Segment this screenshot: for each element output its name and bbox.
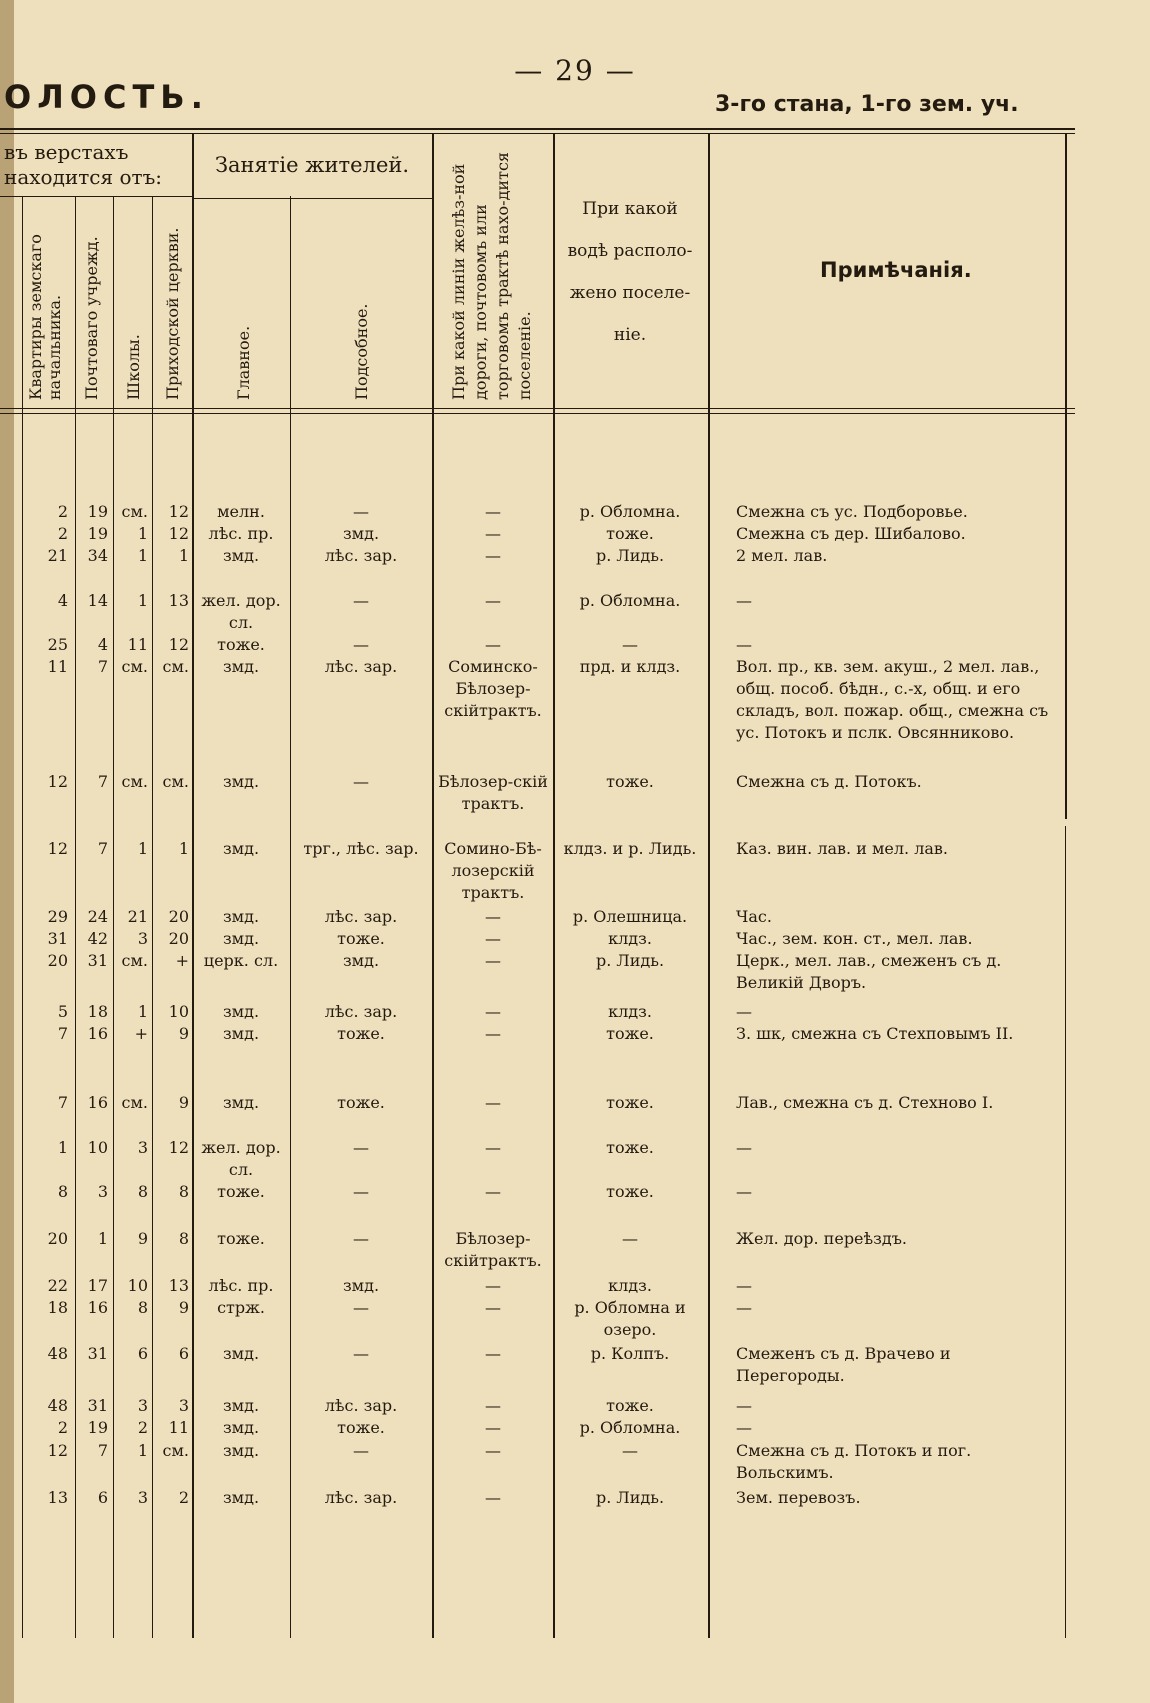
main-occupation-cell: змд. <box>222 907 260 926</box>
road-cell: — <box>485 591 501 610</box>
secondary-occupation-cell: — <box>353 1182 369 1201</box>
post-distance-cell: 7 <box>97 1441 108 1460</box>
water-cell: тоже. <box>606 1024 654 1043</box>
main-occupation-cell: змд. <box>222 1396 260 1415</box>
zemstvo-distance-cell: 21 <box>47 546 68 565</box>
post-distance-cell: 19 <box>87 524 108 543</box>
note-cell: — <box>736 591 752 610</box>
church-distance-cell: 2 <box>178 1488 189 1507</box>
school-distance-cell: 21 <box>127 907 148 926</box>
district-heading: 3-го стана, 1-го зем. уч. <box>715 92 1019 117</box>
road-cell: — <box>485 1138 501 1157</box>
zemstvo-distance-cell: 22 <box>47 1276 68 1295</box>
secondary-occupation-cell: змд. <box>342 951 380 970</box>
note-cell: З. шк, смежна съ Стехповымъ II. <box>736 1024 1014 1043</box>
zemstvo-distance-cell: 48 <box>47 1396 68 1415</box>
main-occupation-cell: змд. <box>222 772 260 791</box>
road-cell: — <box>485 1024 501 1043</box>
main-occupation-header: Главное. <box>234 325 253 400</box>
secondary-occupation-cell: лѣс. зар. <box>324 907 398 926</box>
note-cell: Вол. пр., кв. зем. акуш., 2 мел. лав., общ. пособ. бѣдн., с.-х, общ. и его складъ, вол. пожар. общ., смежна съ ус. Потокъ и пслк. Овсянниково. <box>736 657 1049 742</box>
note-cell: Жел. дор. переѣздъ. <box>736 1229 908 1248</box>
road-cell: Бѣлозер-скій трактъ. <box>438 772 548 813</box>
water-cell: тоже. <box>606 1182 654 1201</box>
school-distance-cell: 1 <box>137 524 148 543</box>
church-distance-cell: 13 <box>168 1276 189 1295</box>
note-cell: Час., зем. кон. ст., мел. лав. <box>736 929 973 948</box>
note-cell: — <box>736 1396 752 1415</box>
col-divider <box>708 134 710 1638</box>
post-distance-cell: 3 <box>97 1182 108 1201</box>
water-cell: — <box>622 1229 638 1248</box>
road-cell: — <box>485 1396 501 1415</box>
water-cell: — <box>622 635 638 654</box>
church-distance-cell: 20 <box>168 907 189 926</box>
post-distance-cell: 31 <box>87 1344 108 1363</box>
main-occupation-cell: тоже. <box>217 635 265 654</box>
water-column-header: При какой водѣ располо-жено поселе-ніе. <box>567 199 693 345</box>
water-cell: тоже. <box>606 1396 654 1415</box>
occupation-header: Занятіе жителей. <box>214 153 410 177</box>
secondary-occupation-cell: — <box>353 772 369 791</box>
secondary-occupation-cell: — <box>353 502 369 521</box>
zemstvo-distance-cell: 5 <box>57 1002 68 1021</box>
zemstvo-distance-cell: 1 <box>57 1138 68 1157</box>
church-column-header: Приходской церкви. <box>163 227 182 400</box>
secondary-occupation-cell: — <box>353 1229 369 1248</box>
zemstvo-distance-cell: 4 <box>57 591 68 610</box>
post-distance-cell: 16 <box>87 1298 108 1317</box>
header-bottom-rule <box>0 408 1075 409</box>
secondary-occupation-cell: змд. <box>342 1276 380 1295</box>
church-distance-cell: см. <box>162 1441 189 1460</box>
zemstvo-distance-cell: 12 <box>47 772 68 791</box>
zemstvo-distance-cell: 20 <box>47 1229 68 1248</box>
notes-column-header: Примѣчанія. <box>820 258 972 282</box>
church-distance-cell: 9 <box>178 1093 189 1112</box>
note-cell: Каз. вин. лав. и мел. лав. <box>736 839 949 858</box>
main-occupation-cell: стрж. <box>217 1298 265 1317</box>
zemstvo-column-header: Квартиры земскаго начальника. <box>26 234 65 400</box>
note-cell: Смежна съ д. Потокъ и пог. Вольскимъ. <box>736 1441 972 1482</box>
note-cell: Смежна съ д. Потокъ. <box>736 772 922 791</box>
zemstvo-distance-cell: 2 <box>57 524 68 543</box>
main-occupation-cell: змд. <box>222 1344 260 1363</box>
secondary-occupation-cell: тоже. <box>337 929 385 948</box>
main-occupation-cell: жел. дор. сл. <box>201 591 281 632</box>
school-distance-cell: 3 <box>137 1396 148 1415</box>
school-distance-cell: 9 <box>137 1229 148 1248</box>
zemstvo-distance-cell: 7 <box>57 1093 68 1112</box>
note-cell: Зем. перевозъ. <box>736 1488 861 1507</box>
note-cell: Смежна съ дер. Шибалово. <box>736 524 966 543</box>
col-divider <box>1065 826 1066 1638</box>
road-cell: — <box>485 951 501 970</box>
zemstvo-distance-cell: 2 <box>57 1418 68 1437</box>
post-distance-cell: 6 <box>97 1488 108 1507</box>
church-distance-cell: 1 <box>178 546 189 565</box>
church-distance-cell: 11 <box>168 1418 189 1437</box>
water-cell: клдз. <box>608 1002 652 1021</box>
secondary-occupation-cell: лѣс. зар. <box>324 1396 398 1415</box>
road-cell: — <box>485 502 501 521</box>
school-distance-cell: 2 <box>137 1418 148 1437</box>
zemstvo-distance-cell: 12 <box>47 839 68 858</box>
road-column-header: При какой линіи желѣз-ной дороги, почтовомъ или торговомъ трактѣ нахо-дится поселеніе. <box>449 152 534 400</box>
road-cell: — <box>485 1298 501 1317</box>
school-distance-cell: 3 <box>137 929 148 948</box>
col-divider <box>1065 134 1067 819</box>
school-distance-cell: 1 <box>137 546 148 565</box>
water-cell: клдз. и р. Лидь. <box>563 839 697 858</box>
water-cell: клдз. <box>608 929 652 948</box>
secondary-occupation-cell: тоже. <box>337 1093 385 1112</box>
water-cell: р. Обломна. <box>579 591 681 610</box>
road-cell: Сомино-Бѣ-лозерскій трактъ. <box>444 839 542 902</box>
note-cell: — <box>736 1138 752 1157</box>
top-rule-thin <box>0 133 1075 134</box>
main-occupation-cell: жел. дор. сл. <box>201 1138 281 1179</box>
road-cell: — <box>485 635 501 654</box>
post-distance-cell: 31 <box>87 951 108 970</box>
note-cell: — <box>736 1276 752 1295</box>
note-cell: Смеженъ съ д. Врачево и Перегороды. <box>736 1344 951 1385</box>
school-distance-cell: 1 <box>137 591 148 610</box>
header-subrule <box>192 198 432 199</box>
church-distance-cell: 13 <box>168 591 189 610</box>
school-distance-cell: 10 <box>127 1276 148 1295</box>
main-occupation-cell: змд. <box>222 1002 260 1021</box>
water-cell: р. Обломна и озеро. <box>574 1298 686 1339</box>
note-cell: — <box>736 1298 752 1317</box>
church-distance-cell: 12 <box>168 502 189 521</box>
zemstvo-distance-cell: 29 <box>47 907 68 926</box>
secondary-occupation-cell: — <box>353 591 369 610</box>
secondary-occupation-cell: — <box>353 1138 369 1157</box>
main-occupation-cell: мелн. <box>217 502 265 521</box>
road-cell: — <box>485 524 501 543</box>
post-distance-cell: 7 <box>97 839 108 858</box>
zemstvo-distance-cell: 13 <box>47 1488 68 1507</box>
water-cell: клдз. <box>608 1276 652 1295</box>
secondary-occupation-cell: тоже. <box>337 1024 385 1043</box>
road-cell: — <box>485 1418 501 1437</box>
school-distance-cell: 6 <box>137 1344 148 1363</box>
post-distance-cell: 42 <box>87 929 108 948</box>
school-distance-cell: см. <box>121 772 148 791</box>
note-cell: — <box>736 1182 752 1201</box>
secondary-occupation-cell: тоже. <box>337 1418 385 1437</box>
road-cell: — <box>485 1488 501 1507</box>
road-cell: — <box>485 907 501 926</box>
secondary-occupation-cell: — <box>353 635 369 654</box>
road-cell: Соминско-Бѣлозер-скійтрактъ. <box>444 657 542 720</box>
main-occupation-cell: лѣс. пр. <box>208 1276 274 1295</box>
top-rule <box>0 128 1075 130</box>
secondary-occupation-cell: — <box>353 1441 369 1460</box>
note-cell: Час. <box>736 907 772 926</box>
school-distance-cell: 8 <box>137 1298 148 1317</box>
post-distance-cell: 18 <box>87 1002 108 1021</box>
note-cell: 2 мел. лав. <box>736 546 828 565</box>
church-distance-cell: см. <box>162 657 189 676</box>
post-distance-cell: 16 <box>87 1093 108 1112</box>
school-distance-cell: 1 <box>137 1441 148 1460</box>
school-distance-cell: см. <box>121 657 148 676</box>
zemstvo-distance-cell: 18 <box>47 1298 68 1317</box>
school-distance-cell: 11 <box>127 635 148 654</box>
water-cell: р. Колпъ. <box>590 1344 670 1363</box>
main-occupation-cell: тоже. <box>217 1229 265 1248</box>
water-cell: р. Лидь. <box>595 951 665 970</box>
zemstvo-distance-cell: 7 <box>57 1024 68 1043</box>
main-occupation-cell: церк. сл. <box>203 951 279 970</box>
road-cell: — <box>485 1093 501 1112</box>
water-cell: тоже. <box>606 1093 654 1112</box>
church-distance-cell: 12 <box>168 635 189 654</box>
zemstvo-distance-cell: 31 <box>47 929 68 948</box>
road-cell: — <box>485 929 501 948</box>
post-distance-cell: 19 <box>87 502 108 521</box>
water-cell: прд. и клдз. <box>579 657 681 676</box>
secondary-occupation-cell: — <box>353 1298 369 1317</box>
main-occupation-cell: лѣс. пр. <box>208 524 274 543</box>
school-distance-cell: 1 <box>137 839 148 858</box>
main-occupation-cell: змд. <box>222 1418 260 1437</box>
school-distance-cell: см. <box>121 1093 148 1112</box>
water-cell: — <box>622 1441 638 1460</box>
zemstvo-distance-cell: 11 <box>47 657 68 676</box>
zemstvo-distance-cell: 25 <box>47 635 68 654</box>
post-distance-cell: 24 <box>87 907 108 926</box>
binding-edge <box>0 0 14 1703</box>
school-distance-cell: 8 <box>137 1182 148 1201</box>
post-distance-cell: 34 <box>87 546 108 565</box>
secondary-occupation-cell: лѣс. зар. <box>324 1488 398 1507</box>
church-distance-cell: 1 <box>178 839 189 858</box>
post-distance-cell: 1 <box>97 1229 108 1248</box>
school-distance-cell: + <box>134 1024 148 1043</box>
main-occupation-cell: змд. <box>222 1024 260 1043</box>
church-distance-cell: 3 <box>178 1396 189 1415</box>
zemstvo-distance-cell: 48 <box>47 1344 68 1363</box>
church-distance-cell: 8 <box>178 1182 189 1201</box>
post-distance-cell: 31 <box>87 1396 108 1415</box>
post-distance-cell: 19 <box>87 1418 108 1437</box>
road-cell: Бѣлозер-скійтрактъ. <box>444 1229 542 1270</box>
road-cell: — <box>485 1002 501 1021</box>
road-cell: — <box>485 1344 501 1363</box>
main-occupation-cell: змд. <box>222 929 260 948</box>
road-cell: — <box>485 546 501 565</box>
school-distance-cell: 3 <box>137 1488 148 1507</box>
note-cell: Церк., мел. лав., смеженъ съ д. Великій Дворъ. <box>736 951 1002 992</box>
main-occupation-cell: тоже. <box>217 1182 265 1201</box>
school-column-header: Школы. <box>124 334 143 400</box>
church-distance-cell: 6 <box>178 1344 189 1363</box>
water-cell: тоже. <box>606 524 654 543</box>
header-subrule <box>0 196 192 197</box>
distance-group-header: въ верстахъ находится отъ: <box>4 140 163 189</box>
zemstvo-distance-cell: 20 <box>47 951 68 970</box>
church-distance-cell: + <box>175 951 189 970</box>
school-distance-cell: см. <box>121 951 148 970</box>
post-distance-cell: 7 <box>97 657 108 676</box>
note-cell: Лав., смежна съ д. Стехново I. <box>736 1093 994 1112</box>
post-distance-cell: 10 <box>87 1138 108 1157</box>
note-cell: Смежна съ ус. Подборовье. <box>736 502 968 521</box>
zemstvo-distance-cell: 8 <box>57 1182 68 1201</box>
secondary-occupation-cell: лѣс. зар. <box>324 657 398 676</box>
post-distance-cell: 16 <box>87 1024 108 1043</box>
water-cell: р. Олешница. <box>572 907 688 926</box>
zemstvo-distance-cell: 2 <box>57 502 68 521</box>
water-cell: р. Лидь. <box>595 546 665 565</box>
post-distance-cell: 17 <box>87 1276 108 1295</box>
road-cell: — <box>485 1276 501 1295</box>
main-occupation-cell: змд. <box>222 1093 260 1112</box>
water-cell: тоже. <box>606 1138 654 1157</box>
water-cell: р. Обломна. <box>579 502 681 521</box>
church-distance-cell: 9 <box>178 1298 189 1317</box>
post-column-header: Почтоваго учрежд. <box>82 236 101 400</box>
header-bottom-rule <box>0 413 1075 414</box>
volost-heading: ОЛОСТЬ. <box>4 78 209 116</box>
water-cell: тоже. <box>606 772 654 791</box>
water-cell: р. Лидь. <box>595 1488 665 1507</box>
school-distance-cell: 1 <box>137 1002 148 1021</box>
post-distance-cell: 7 <box>97 772 108 791</box>
secondary-occupation-cell: лѣс. зар. <box>324 546 398 565</box>
road-cell: — <box>485 1182 501 1201</box>
zemstvo-distance-cell: 12 <box>47 1441 68 1460</box>
main-occupation-cell: змд. <box>222 657 260 676</box>
page-number: — 29 — <box>514 54 636 87</box>
church-distance-cell: 12 <box>168 1138 189 1157</box>
church-distance-cell: 9 <box>178 1024 189 1043</box>
church-distance-cell: 8 <box>178 1229 189 1248</box>
secondary-occupation-cell: змд. <box>342 524 380 543</box>
school-distance-cell: см. <box>121 502 148 521</box>
main-occupation-cell: змд. <box>222 1441 260 1460</box>
note-cell: — <box>736 635 752 654</box>
post-distance-cell: 14 <box>87 591 108 610</box>
road-cell: — <box>485 1441 501 1460</box>
church-distance-cell: см. <box>162 772 189 791</box>
note-cell: — <box>736 1418 752 1437</box>
secondary-occupation-cell: лѣс. зар. <box>324 1002 398 1021</box>
note-cell: — <box>736 1002 752 1021</box>
post-distance-cell: 4 <box>97 635 108 654</box>
secondary-occupation-cell: трг., лѣс. зар. <box>303 839 419 858</box>
church-distance-cell: 10 <box>168 1002 189 1021</box>
water-cell: р. Обломна. <box>579 1418 681 1437</box>
church-distance-cell: 20 <box>168 929 189 948</box>
secondary-occupation-header: Подсобное. <box>352 303 371 400</box>
school-distance-cell: 3 <box>137 1138 148 1157</box>
main-occupation-cell: змд. <box>222 546 260 565</box>
main-occupation-cell: змд. <box>222 1488 260 1507</box>
church-distance-cell: 12 <box>168 524 189 543</box>
main-occupation-cell: змд. <box>222 839 260 858</box>
secondary-occupation-cell: — <box>353 1344 369 1363</box>
